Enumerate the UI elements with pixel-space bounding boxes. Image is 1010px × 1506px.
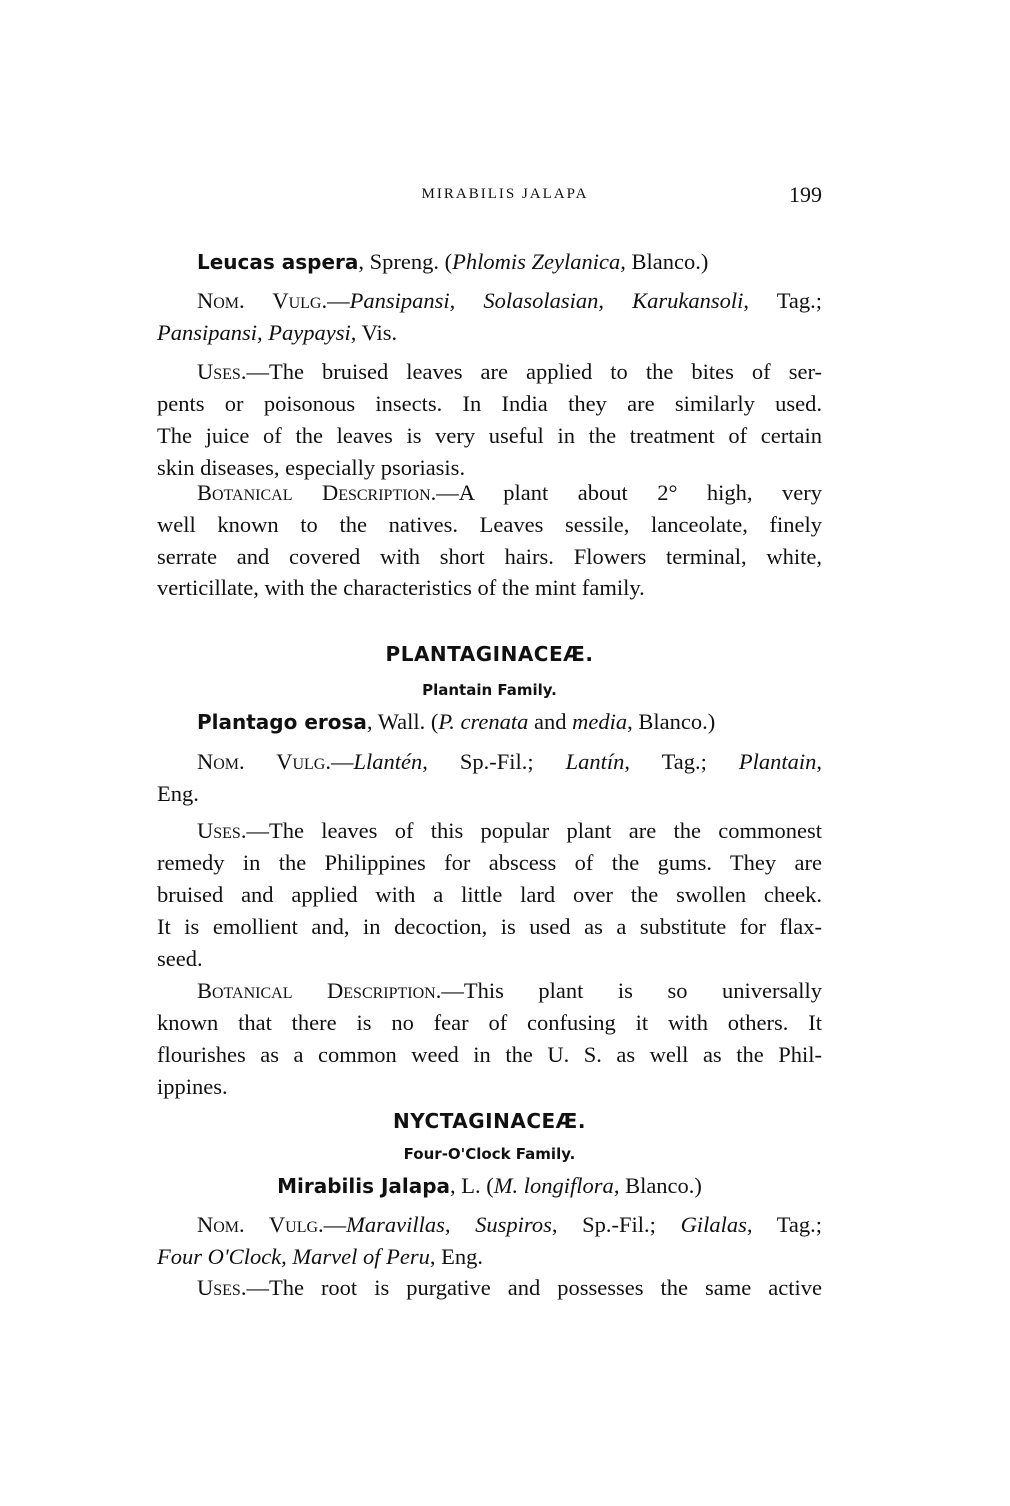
text: verticillate, with the characteristics of the mint family. bbox=[157, 575, 645, 600]
text: The juice of the leaves is very useful in the treatment of certain bbox=[157, 423, 822, 448]
text-line bbox=[157, 880, 822, 910]
section-label: Uses. bbox=[197, 1275, 247, 1300]
text-line bbox=[157, 1040, 822, 1070]
text-line bbox=[157, 912, 822, 942]
text: , Blanco.) bbox=[627, 709, 716, 734]
text-line bbox=[197, 816, 822, 846]
text: , Eng. bbox=[429, 1244, 484, 1269]
species-name: Leucas aspera bbox=[197, 250, 359, 274]
text: — bbox=[327, 288, 350, 313]
italic-text: P. crenata bbox=[438, 709, 529, 734]
text-line bbox=[197, 247, 822, 277]
italic-text: Pansipansi, Paypaysi bbox=[157, 320, 351, 345]
text: well known to the natives. Leaves sessile, lanceolate, finely bbox=[157, 512, 822, 537]
text: seed. bbox=[157, 946, 203, 971]
text-line bbox=[157, 421, 822, 451]
text: , bbox=[816, 749, 822, 774]
text: , Spreng. ( bbox=[358, 249, 453, 274]
text: skin diseases, especially psoriasis. bbox=[157, 455, 466, 480]
text: ippines. bbox=[157, 1074, 228, 1099]
text: , Wall. ( bbox=[366, 709, 439, 734]
page-number: 199 bbox=[789, 182, 822, 207]
text-line bbox=[197, 976, 822, 1006]
text-line bbox=[157, 1008, 822, 1038]
section-label: Nom. Vulg. bbox=[197, 749, 331, 774]
text: —The leaves of this popular plant are the commonest bbox=[246, 818, 822, 843]
species-name: Plantago erosa bbox=[197, 710, 367, 734]
text-line bbox=[157, 573, 822, 603]
section-label: Uses. bbox=[197, 359, 247, 384]
text: , Sp.-Fil.; bbox=[422, 749, 566, 774]
text: , Tag.; bbox=[743, 288, 822, 313]
text: —This plant is so universally bbox=[441, 978, 822, 1003]
text: , L. ( bbox=[450, 1173, 494, 1198]
text: , Vis. bbox=[350, 320, 398, 345]
text: It is emollient and, in decoction, is used as a substitute for flax- bbox=[157, 914, 822, 939]
text: , Tag.; bbox=[746, 1212, 822, 1237]
text-line bbox=[157, 848, 822, 878]
text: , Sp.-Fil.; bbox=[551, 1212, 681, 1237]
section-label: Botanical Description. bbox=[197, 480, 437, 505]
section-label: Uses. bbox=[197, 818, 247, 843]
italic-text: M. longiflora bbox=[493, 1173, 614, 1198]
text-line bbox=[157, 639, 822, 669]
species-name: Mirabilis Jalapa bbox=[277, 1174, 451, 1198]
italic-text: media bbox=[572, 709, 628, 734]
text: serrate and covered with short hairs. Flowers terminal, white, bbox=[157, 544, 822, 569]
text-line bbox=[157, 1242, 822, 1272]
italic-text: Four O'Clock, Marvel of Peru bbox=[157, 1244, 430, 1269]
text-line bbox=[157, 389, 822, 419]
text-line bbox=[197, 1210, 822, 1240]
text: flourishes as a common weed in the U. S. as well as the Phil- bbox=[157, 1042, 822, 1067]
text-line bbox=[157, 542, 822, 572]
text-line bbox=[197, 478, 822, 508]
text-line bbox=[157, 1072, 822, 1102]
text: , Blanco.) bbox=[613, 1173, 702, 1198]
italic-text: Pansipansi, Solasolasian, Karukansoli bbox=[349, 288, 744, 313]
text: known that there is no fear of confusing it with others. It bbox=[157, 1010, 822, 1035]
text: Eng. bbox=[157, 781, 199, 806]
section-label: Botanical Description. bbox=[197, 978, 442, 1003]
italic-text: Phlomis Zeylanica bbox=[452, 249, 621, 274]
family-subheading: Plantain Family. bbox=[422, 681, 557, 699]
text-line bbox=[197, 1273, 822, 1303]
text-line bbox=[197, 357, 822, 387]
text-line bbox=[157, 779, 822, 809]
text-line bbox=[157, 673, 822, 705]
text-line bbox=[157, 510, 822, 540]
text: and bbox=[528, 709, 573, 734]
text-line bbox=[157, 318, 822, 348]
text: pents or poisonous insects. In India they are similarly used. bbox=[157, 391, 822, 416]
italic-text: Plantain bbox=[738, 749, 817, 774]
text-line bbox=[157, 1137, 822, 1169]
text: , Tag.; bbox=[624, 749, 739, 774]
text: —The root is purgative and possesses the same active bbox=[246, 1275, 822, 1300]
section-label: Nom. Vulg. bbox=[197, 1212, 324, 1237]
text-line bbox=[197, 707, 822, 737]
text: — bbox=[323, 1212, 347, 1237]
italic-text: Lantín bbox=[565, 749, 625, 774]
italic-text: Maravillas, Suspiros bbox=[346, 1212, 552, 1237]
text: — bbox=[330, 749, 354, 774]
family-heading: NYCTAGINACEÆ. bbox=[393, 1109, 586, 1133]
text-line bbox=[197, 286, 822, 316]
text: —A plant about 2° high, very bbox=[436, 480, 822, 505]
running-head: MIRABILIS JALAPA bbox=[421, 186, 589, 202]
text-line bbox=[157, 1106, 822, 1136]
italic-text: Gilalas bbox=[680, 1212, 747, 1237]
text-line bbox=[197, 747, 822, 777]
text-line bbox=[157, 944, 822, 974]
text: remedy in the Philippines for abscess of the gums. They are bbox=[157, 850, 822, 875]
text-line bbox=[157, 1171, 822, 1201]
text: bruised and applied with a little lard over the swollen cheek. bbox=[157, 882, 822, 907]
family-heading: PLANTAGINACEÆ. bbox=[385, 642, 594, 666]
family-subheading: Four-O'Clock Family. bbox=[403, 1145, 576, 1163]
text: —The bruised leaves are applied to the bites of ser- bbox=[246, 359, 822, 384]
section-label: Nom. Vulg. bbox=[197, 288, 328, 313]
italic-text: Llantén bbox=[353, 749, 423, 774]
text: , Blanco.) bbox=[620, 249, 709, 274]
